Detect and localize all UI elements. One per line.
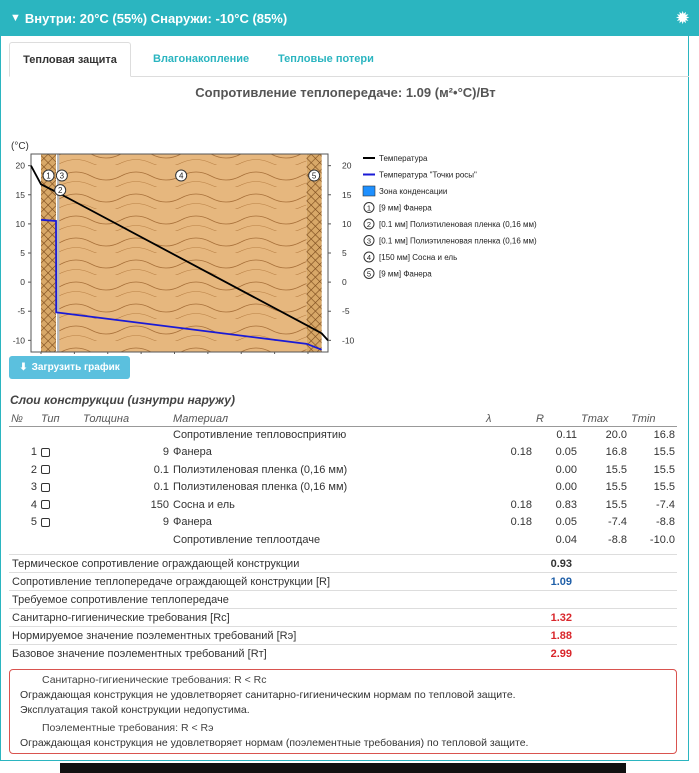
layer-marker-label: 4 [178, 171, 184, 181]
tab-heat-loss[interactable]: Тепловые потери [278, 53, 374, 65]
legend-number: 2 [366, 220, 372, 229]
col-r: R [534, 412, 579, 426]
warning-heading-sanitary: Санитарно-гигиенические требования: R < Rс [42, 674, 267, 686]
y-tick-label-right: 10 [342, 218, 352, 229]
chevron-down-icon: ▼ [10, 12, 21, 24]
layer-tmin: 15.5 [653, 481, 675, 494]
layer-5-plywood-crosshatch [307, 154, 322, 352]
col-material: Материал [171, 412, 484, 426]
col-tmin: Tmin [629, 412, 677, 426]
layer-number: 1 [30, 446, 37, 459]
legend-label: [9 мм] Фанера [379, 269, 432, 279]
layer-r: 0.00 [555, 463, 577, 476]
summary-row [9, 645, 677, 663]
download-chart-button[interactable] [9, 356, 130, 379]
layer-tmin: 16.8 [653, 429, 675, 441]
summary-value: 2.99 [548, 645, 677, 663]
layer-lambda [484, 479, 534, 497]
warning-text: Ограждающая конструкция не удовлетворяет нормам (поэлементные требования) по тепловой защите. [20, 737, 529, 749]
layer-lambda: 0.18 [510, 446, 532, 459]
layer-tmax: 15.5 [605, 481, 627, 494]
layer-material: Фанера [173, 516, 212, 529]
layer-material: Полиэтиленовая пленка (0,16 мм) [173, 463, 348, 476]
legend-number: 1 [366, 203, 372, 213]
layer-tmin: 15.5 [653, 446, 675, 459]
layer-r: 0.11 [556, 429, 577, 441]
layer-row [9, 531, 677, 549]
y-tick-label-right: 0 [342, 277, 347, 288]
layer-number [9, 531, 39, 549]
layer-material: Сопротивление теплоотдаче [173, 533, 321, 546]
layer-tmin: -10.0 [649, 533, 675, 546]
legend-box-swatch [363, 186, 375, 196]
summary-table [9, 554, 677, 663]
layer-thickness: 9 [162, 446, 169, 459]
legend-label: Зона конденсации [379, 187, 448, 196]
layer-tmax: -8.8 [608, 533, 627, 546]
layer-type-checkbox[interactable] [39, 514, 81, 532]
layer-marker-label: 2 [57, 186, 63, 196]
summary-value: 1.09 [548, 573, 677, 591]
layer-thickness: 0.1 [153, 463, 169, 476]
layer-marker-label: 3 [59, 171, 65, 181]
layer-type-checkbox[interactable] [39, 461, 81, 479]
summary-row [9, 591, 677, 609]
legend-label: [0.1 мм] Полиэтиленовая пленка (0,16 мм) [379, 220, 537, 229]
y-tick-label-right: 20 [342, 160, 352, 171]
legend-label: [0.1 мм] Полиэтиленовая пленка (0,16 мм) [379, 236, 537, 246]
layer-lambda [484, 426, 534, 444]
summary-label: Термическое сопротивление ограждающей конструкции [9, 555, 548, 573]
layer-lambda: 0.18 [510, 516, 532, 529]
conditions-title: Внутри: 20°C (55%) Снаружи: -10°C (85%) [24, 10, 288, 26]
summary-value: 1.32 [548, 609, 677, 627]
warning-text: Ограждающая конструкция не удовлетворяет санитарно-гигиеническим нормам по тепловой защите. [20, 689, 516, 701]
summary-label: Санитарно-гигиенические требования [Rс] [9, 609, 548, 627]
layer-r: 0.00 [555, 481, 577, 494]
layer-r: 0.05 [555, 516, 577, 529]
accordion-header[interactable] [0, 0, 699, 36]
summary-row [9, 609, 677, 627]
layer-row [9, 496, 677, 514]
summary-label: Базовое значение поэлементных требований [Rт] [9, 645, 548, 663]
y-tick-label: -5 [17, 306, 25, 317]
layer-material: Сосна и ель [173, 498, 235, 511]
layer-thickness: 9 [162, 516, 169, 529]
warning-heading-element: Поэлементные требования: R < Rэ [42, 722, 214, 734]
tab-thermal-protection[interactable]: Тепловая защита [9, 42, 131, 77]
summary-label: Требуемое сопротивление теплопередаче [9, 591, 548, 609]
bottom-dark-bar [60, 763, 626, 773]
col-thickness: Толщина [81, 412, 171, 426]
summary-row [9, 627, 677, 645]
y-axis-label: (°C) [11, 141, 29, 152]
legend-number: 4 [366, 253, 372, 262]
legend-label: Температура [379, 154, 428, 163]
layer-checkbox[interactable] [41, 448, 50, 457]
layers-title: Слои конструкции (изнутри наружу) [10, 393, 235, 407]
layer-material: Полиэтиленовая пленка (0,16 мм) [173, 481, 348, 494]
col-tmax: Tmax [579, 412, 629, 426]
layer-1-plywood-crosshatch [41, 154, 56, 352]
layer-number [9, 426, 39, 444]
layer-checkbox[interactable] [41, 483, 50, 492]
summary-value: 0.93 [548, 555, 677, 573]
y-tick-label: 5 [20, 248, 25, 258]
summary-value [548, 591, 677, 609]
layer-tmax: 16.8 [605, 446, 627, 459]
content-panel [0, 36, 689, 761]
layer-r: 0.04 [555, 533, 577, 546]
legend-number: 3 [366, 236, 372, 246]
legend-number: 5 [366, 269, 372, 279]
layer-thickness: 0.1 [153, 481, 169, 494]
layer-marker-label: 1 [46, 171, 51, 181]
layer-lambda: 0.18 [510, 498, 532, 511]
layer-thickness: 150 [150, 498, 169, 511]
layer-material: Фанера [173, 446, 212, 459]
download-icon: ⬇ [19, 362, 28, 373]
y-tick-label-right: -10 [342, 335, 355, 346]
legend-label: Температура "Точки росы" [379, 170, 477, 180]
layer-type-checkbox [39, 531, 81, 549]
layer-thickness [81, 426, 171, 444]
layer-tmin: -7.4 [656, 498, 675, 511]
layer-row [9, 461, 677, 479]
summary-row [9, 573, 677, 591]
layer-tmax: -7.4 [608, 516, 627, 529]
layer-checkbox[interactable] [41, 465, 50, 474]
layer-4-pine [59, 154, 306, 352]
y-tick-label-right: 5 [342, 248, 347, 258]
y-tick-label: -10 [12, 335, 25, 346]
layer-type-checkbox[interactable] [39, 496, 81, 514]
summary-label: Сопротивление теплопередаче ограждающей конструкции [R] [9, 573, 548, 591]
layer-lambda [484, 531, 534, 549]
layer-checkbox[interactable] [41, 518, 50, 527]
layer-row [9, 426, 677, 444]
warning-text: Эксплуатация такой конструкции недопустима. [20, 704, 250, 716]
layer-tmin: -8.8 [656, 516, 675, 529]
col-lambda: λ [484, 412, 534, 426]
tab-bar [9, 42, 689, 77]
chart-title: Сопротивление теплопередаче: 1.09 (м²•°C)/Вт [195, 85, 496, 100]
temperature-chart [1, 99, 690, 354]
col-number: № [9, 412, 39, 426]
layer-checkbox[interactable] [41, 500, 50, 509]
y-tick-label: 10 [15, 218, 25, 229]
layer-lambda [484, 461, 534, 479]
y-tick-label-right: -5 [342, 306, 350, 317]
layer-material: Сопротивление тепловосприятию [173, 429, 347, 441]
settings-icon[interactable]: ✹ [676, 10, 689, 27]
legend-label: [9 мм] Фанера [379, 203, 432, 213]
summary-value: 1.88 [548, 627, 677, 645]
y-tick-label: 0 [20, 277, 25, 288]
layer-tmin: 15.5 [653, 463, 675, 476]
layer-number: 4 [30, 498, 37, 511]
layer-number: 2 [30, 463, 37, 476]
layer-r: 0.05 [555, 446, 577, 459]
layer-thickness [81, 531, 171, 549]
download-chart-label: Загрузить график [31, 362, 120, 373]
summary-row [9, 555, 677, 573]
layer-row [9, 514, 677, 532]
layer-number: 3 [30, 481, 37, 494]
col-type: Тип [39, 412, 81, 426]
layer-tmax: 15.5 [605, 498, 627, 511]
layer-type-checkbox [39, 426, 81, 444]
layer-row [9, 444, 677, 462]
y-tick-label: 20 [15, 160, 25, 171]
layer-r: 0.83 [555, 498, 577, 511]
layer-tmax: 20.0 [605, 429, 627, 441]
legend-label: [150 мм] Сосна и ель [379, 253, 458, 262]
y-tick-label: 15 [15, 189, 25, 200]
y-tick-label-right: 15 [342, 189, 352, 200]
layer-type-checkbox[interactable] [39, 444, 81, 462]
layer-type-checkbox[interactable] [39, 479, 81, 497]
layers-table [9, 412, 677, 549]
warning-box [9, 669, 677, 754]
summary-label: Нормируемое значение поэлементных требований [Rэ] [9, 627, 548, 645]
layer-marker-label: 5 [311, 171, 317, 181]
tab-moisture[interactable]: Влагонакопление [153, 53, 250, 65]
layer-row [9, 479, 677, 497]
layer-tmax: 15.5 [605, 463, 627, 476]
layer-number: 5 [30, 516, 37, 529]
